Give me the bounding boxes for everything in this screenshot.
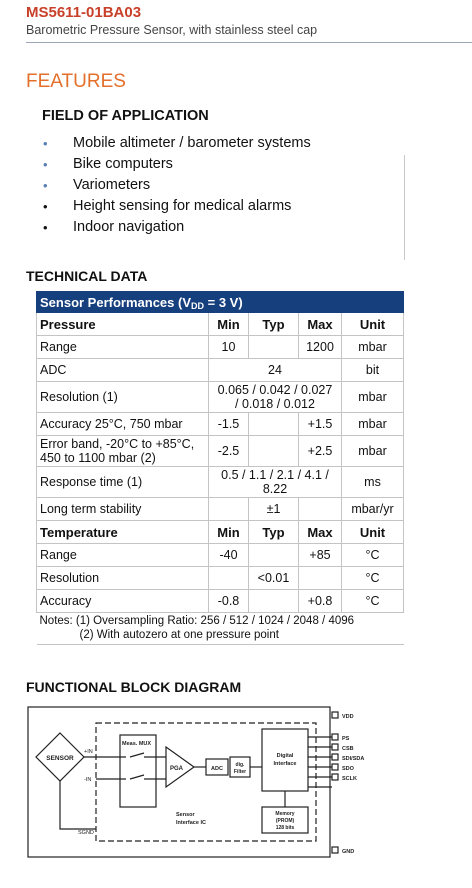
cell-unit: °C xyxy=(342,590,404,613)
cell-unit: mbar xyxy=(342,413,404,436)
cell-typ xyxy=(249,336,299,359)
interface-label: Interface xyxy=(273,761,297,767)
cell-unit: mbar xyxy=(342,336,404,359)
cell-min: -1.5 xyxy=(209,413,249,436)
table-row xyxy=(37,544,404,567)
cell-max xyxy=(299,567,342,590)
svg-text:SDI/SDA: SDI/SDA xyxy=(342,756,365,762)
cell-max: 1200 xyxy=(299,336,342,359)
field-of-application-heading: FIELD OF APPLICATION xyxy=(42,108,209,124)
pin-wires xyxy=(308,737,332,787)
notes-row xyxy=(37,613,404,645)
ic-label: Interface IC xyxy=(176,820,206,826)
features-heading: FEATURES xyxy=(26,71,126,92)
list-item xyxy=(42,196,311,217)
pin-ps xyxy=(332,734,350,742)
cell-value: 0.5 / 1.1 / 2.1 / 4.1 / 8.22 xyxy=(209,467,342,498)
cell-max: +85 xyxy=(299,544,342,567)
adc-label: ADC xyxy=(211,766,223,772)
memory-label: Memory xyxy=(275,811,295,817)
bullet-icon: • xyxy=(43,136,48,151)
list-item xyxy=(42,175,311,196)
list-item-text: Indoor navigation xyxy=(73,219,185,235)
bullet-icon: • xyxy=(43,220,48,235)
in-plus-label: +IN xyxy=(84,749,93,755)
bullet-icon: • xyxy=(43,178,48,193)
product-subtitle: Barometric Pressure Sensor, with stainless steel cap xyxy=(26,23,318,37)
cell-unit: °C xyxy=(342,544,404,567)
cell-min xyxy=(209,567,249,590)
column-header: Unit xyxy=(342,313,404,336)
table-row xyxy=(37,590,404,613)
table-title: Sensor Performances (VDD = 3 V) xyxy=(37,292,404,313)
sensor-performance-table xyxy=(36,291,404,645)
pin-csb xyxy=(332,744,354,752)
cell-max: +0.8 xyxy=(299,590,342,613)
temperature-header-row xyxy=(37,521,404,544)
cell-unit: bit xyxy=(342,359,404,382)
sensor-wires xyxy=(60,757,96,829)
memory-label: (PROM) xyxy=(275,818,295,824)
cell-typ xyxy=(249,436,299,467)
svg-text:SCLK: SCLK xyxy=(342,776,357,782)
list-item xyxy=(42,154,311,175)
row-label: Resolution (1) xyxy=(37,382,209,413)
cell-typ xyxy=(249,413,299,436)
cell-typ xyxy=(249,590,299,613)
row-label: Accuracy 25°C, 750 mbar xyxy=(37,413,209,436)
cell-min: -2.5 xyxy=(209,436,249,467)
row-label: Range xyxy=(37,544,209,567)
svg-text:SDO: SDO xyxy=(342,766,354,772)
table-notes: Notes: (1) Oversampling Ratio: 256 / 512 / 1024 / 2048 / 4096 (2) With autozero at one pressure point xyxy=(37,613,404,645)
column-header: Typ xyxy=(249,313,299,336)
cell-typ xyxy=(249,544,299,567)
cell-typ: <0.01 xyxy=(249,567,299,590)
list-item-text: Variometers xyxy=(73,177,151,193)
mux-label: Meas. MUX xyxy=(122,741,152,747)
column-header: Max xyxy=(299,521,342,544)
filter-label: Filter xyxy=(233,769,247,775)
digital-interface-block xyxy=(262,729,308,791)
table-row xyxy=(37,336,404,359)
bullet-icon: • xyxy=(43,199,48,214)
bullet-icon: • xyxy=(43,157,48,172)
svg-text:CSB: CSB xyxy=(342,746,354,752)
technical-data-heading: TECHNICAL DATA xyxy=(26,268,148,284)
svg-text:PS: PS xyxy=(342,736,350,742)
cell-min xyxy=(209,498,249,521)
table-row xyxy=(37,413,404,436)
row-label: Accuracy xyxy=(37,590,209,613)
table-row xyxy=(37,436,404,467)
cell-unit: ms xyxy=(342,467,404,498)
sgnd-label: SGND xyxy=(78,830,94,836)
part-number: MS5611-01BA03 xyxy=(26,4,142,21)
column-header: Pressure xyxy=(37,313,209,336)
list-item xyxy=(42,133,311,154)
pin-sclk xyxy=(332,774,357,782)
block-diagram-heading: FUNCTIONAL BLOCK DIAGRAM xyxy=(26,679,242,695)
cell-max xyxy=(299,498,342,521)
list-item-text: Mobile altimeter / barometer systems xyxy=(73,135,311,151)
interface-label: Digital xyxy=(276,753,294,759)
filter-label: dig. xyxy=(235,762,245,768)
ic-label: Sensor xyxy=(176,812,195,818)
cell-max: +2.5 xyxy=(299,436,342,467)
list-item-text: Height sensing for medical alarms xyxy=(73,198,292,214)
functional-block-diagram xyxy=(26,703,366,863)
in-minus-label: -IN xyxy=(84,777,92,783)
column-header: Min xyxy=(209,313,249,336)
cell-min: 10 xyxy=(209,336,249,359)
row-label: ADC xyxy=(37,359,209,382)
svg-text:GND: GND xyxy=(342,849,355,855)
cell-value: 24 xyxy=(209,359,342,382)
pin-vdd xyxy=(332,712,354,720)
cell-value: 0.065 / 0.042 / 0.027 / 0.018 / 0.012 xyxy=(209,382,342,413)
row-label: Resolution xyxy=(37,567,209,590)
pressure-header-row xyxy=(37,313,404,336)
table-row xyxy=(37,467,404,498)
vertical-divider xyxy=(404,155,405,260)
application-list xyxy=(42,133,311,238)
column-header: Max xyxy=(299,313,342,336)
pga-label: PGA xyxy=(170,766,184,772)
cell-min: -0.8 xyxy=(209,590,249,613)
list-item-text: Bike computers xyxy=(73,156,173,172)
sensor-label: SENSOR xyxy=(46,755,74,762)
column-header: Temperature xyxy=(37,521,209,544)
table-title-row xyxy=(37,292,404,313)
svg-text:VDD: VDD xyxy=(342,714,354,720)
table-row xyxy=(37,382,404,413)
cell-unit: mbar xyxy=(342,436,404,467)
cell-unit: mbar xyxy=(342,382,404,413)
column-header: Min xyxy=(209,521,249,544)
list-item xyxy=(42,217,311,238)
column-header: Unit xyxy=(342,521,404,544)
column-header: Typ xyxy=(249,521,299,544)
cell-max: +1.5 xyxy=(299,413,342,436)
row-label: Long term stability xyxy=(37,498,209,521)
row-label: Response time (1) xyxy=(37,467,209,498)
cell-typ: ±1 xyxy=(249,498,299,521)
cell-unit: °C xyxy=(342,567,404,590)
table-row xyxy=(37,567,404,590)
memory-label: 128 bits xyxy=(275,825,295,831)
pin-sdi-sda xyxy=(332,754,364,762)
row-label: Range xyxy=(37,336,209,359)
cell-min: -40 xyxy=(209,544,249,567)
table-row xyxy=(37,498,404,521)
pin-sdo xyxy=(332,764,355,772)
row-label: Error band, -20°C to +85°C, 450 to 1100 mbar (2) xyxy=(37,436,209,467)
header-divider xyxy=(26,42,472,43)
cell-unit: mbar/yr xyxy=(342,498,404,521)
pin-gnd xyxy=(332,847,354,855)
table-row xyxy=(37,359,404,382)
